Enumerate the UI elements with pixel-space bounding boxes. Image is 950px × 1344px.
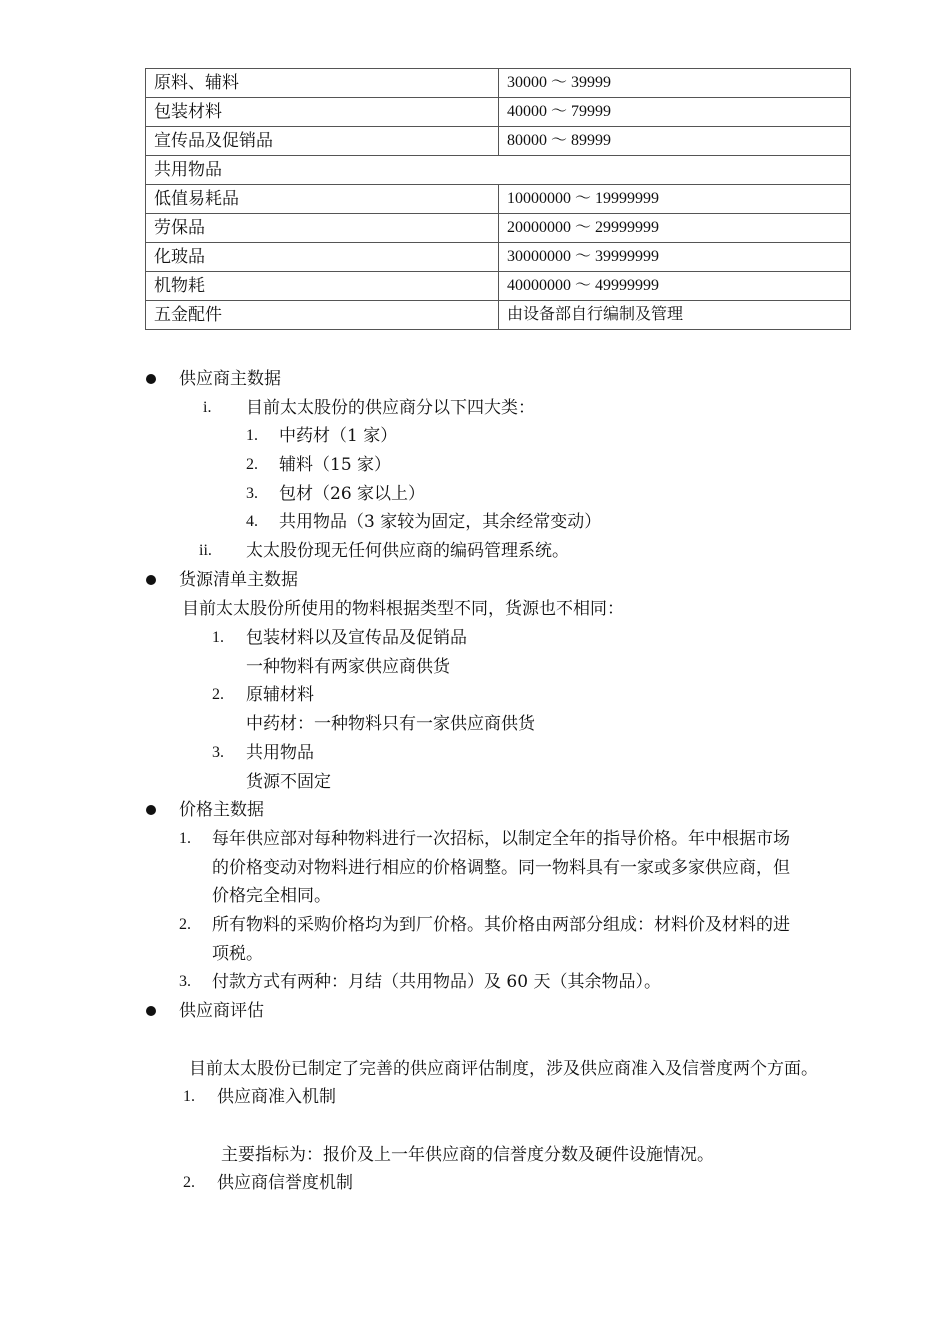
table-row bbox=[146, 156, 851, 185]
price-item-line: 项税。 bbox=[212, 944, 263, 964]
source-item-num: 1. bbox=[212, 629, 224, 646]
source-item-num: 2. bbox=[212, 686, 224, 703]
source-list-intro: 目前太太股份所使用的物料根据类型不同，货源也不相同： bbox=[182, 599, 624, 619]
table-row bbox=[146, 214, 851, 243]
material-name-cell: 宣传品及促销品 bbox=[146, 127, 499, 156]
category-group-cell: 共用物品 bbox=[146, 156, 851, 185]
source-item-desc: 中药材：一种物料只有一家供应商供货 bbox=[246, 714, 535, 734]
source-item-desc: 货源不固定 bbox=[246, 772, 331, 792]
roman-marker-ii: ii. bbox=[199, 542, 212, 559]
eval-item-num: 2. bbox=[183, 1174, 195, 1191]
eval-item-title: 供应商信誉度机制 bbox=[217, 1173, 353, 1193]
code-range-cell: 80000 ～ 89999 bbox=[499, 127, 851, 156]
section-heading-supplier-master: 供应商主数据 bbox=[179, 369, 281, 389]
eval-item-title: 供应商准入机制 bbox=[217, 1087, 336, 1107]
material-name-cell: 包装材料 bbox=[146, 98, 499, 127]
table-row bbox=[146, 69, 851, 98]
price-item-line: 付款方式有两种：月结（共用物品）及 60 天（其余物品）。 bbox=[212, 972, 661, 992]
price-item-num: 2. bbox=[179, 916, 191, 933]
material-code-table-body bbox=[146, 69, 851, 330]
source-item-title: 原辅材料 bbox=[246, 685, 314, 705]
price-item-line: 每年供应部对每种物料进行一次招标，以制定全年的指导价格。年中根据市场 bbox=[212, 829, 790, 849]
category-item: 包材（26 家以上） bbox=[279, 484, 426, 504]
source-item-num: 3. bbox=[212, 744, 224, 761]
supplier-eval-intro: 目前太太股份已制定了完善的供应商评估制度，涉及供应商准入及信誉度两个方面。 bbox=[189, 1059, 818, 1079]
price-item-line: 价格完全相同。 bbox=[212, 886, 331, 906]
category-item: 共用物品（3 家较为固定，其余经常变动） bbox=[279, 512, 602, 532]
bullet-icon bbox=[146, 1006, 156, 1016]
material-name-cell: 低值易耗品 bbox=[146, 185, 499, 214]
category-item: 辅料（15 家） bbox=[279, 455, 392, 475]
price-item-num: 3. bbox=[179, 973, 191, 990]
source-item-title: 共用物品 bbox=[246, 743, 314, 763]
source-item-desc: 一种物料有两家供应商供货 bbox=[246, 657, 450, 677]
bullet-icon bbox=[146, 805, 156, 815]
section-heading-supplier-eval: 供应商评估 bbox=[179, 1001, 264, 1021]
roman-marker-i: i. bbox=[203, 399, 212, 416]
code-range-cell: 30000000 ～ 39999999 bbox=[499, 243, 851, 272]
category-num: 4. bbox=[246, 513, 258, 530]
code-range-cell: 10000000 ～ 19999999 bbox=[499, 185, 851, 214]
table-row bbox=[146, 127, 851, 156]
category-num: 2. bbox=[246, 456, 258, 473]
category-num: 3. bbox=[246, 485, 258, 502]
source-item-title: 包装材料以及宣传品及促销品 bbox=[246, 628, 467, 648]
bullet-icon bbox=[146, 575, 156, 585]
supplier-category-intro: 目前太太股份的供应商分以下四大类： bbox=[246, 398, 535, 418]
category-item: 中药材（1 家） bbox=[279, 426, 398, 446]
table-row bbox=[146, 185, 851, 214]
material-code-table bbox=[145, 68, 851, 330]
category-num: 1. bbox=[246, 427, 258, 444]
material-name-cell: 劳保品 bbox=[146, 214, 499, 243]
table-row bbox=[146, 272, 851, 301]
code-range-cell: 由设备部自行编制及管理 bbox=[499, 301, 851, 330]
material-name-cell: 机物耗 bbox=[146, 272, 499, 301]
section-heading-source-list: 货源清单主数据 bbox=[179, 570, 298, 590]
code-range-cell: 30000 ～ 39999 bbox=[499, 69, 851, 98]
table-row bbox=[146, 98, 851, 127]
code-range-cell: 20000000 ～ 29999999 bbox=[499, 214, 851, 243]
material-name-cell: 化玻品 bbox=[146, 243, 499, 272]
material-name-cell: 原料、辅料 bbox=[146, 69, 499, 98]
table-row bbox=[146, 243, 851, 272]
price-item-line: 的价格变动对物料进行相应的价格调整。同一物料具有一家或多家供应商，但 bbox=[212, 858, 790, 878]
table-row bbox=[146, 301, 851, 330]
supplier-coding-note: 太太股份现无任何供应商的编码管理系统。 bbox=[246, 541, 569, 561]
code-range-cell: 40000000 ～ 49999999 bbox=[499, 272, 851, 301]
bullet-icon bbox=[146, 374, 156, 384]
material-name-cell: 五金配件 bbox=[146, 301, 499, 330]
price-item-line: 所有物料的采购价格均为到厂价格。其价格由两部分组成：材料价及材料的进 bbox=[212, 915, 790, 935]
eval-item-num: 1. bbox=[183, 1088, 195, 1105]
section-heading-price-master: 价格主数据 bbox=[179, 800, 264, 820]
code-range-cell: 40000 ～ 79999 bbox=[499, 98, 851, 127]
eval-item-desc: 主要指标为：报价及上一年供应商的信誉度分数及硬件设施情况。 bbox=[221, 1145, 714, 1165]
price-item-num: 1. bbox=[179, 830, 191, 847]
